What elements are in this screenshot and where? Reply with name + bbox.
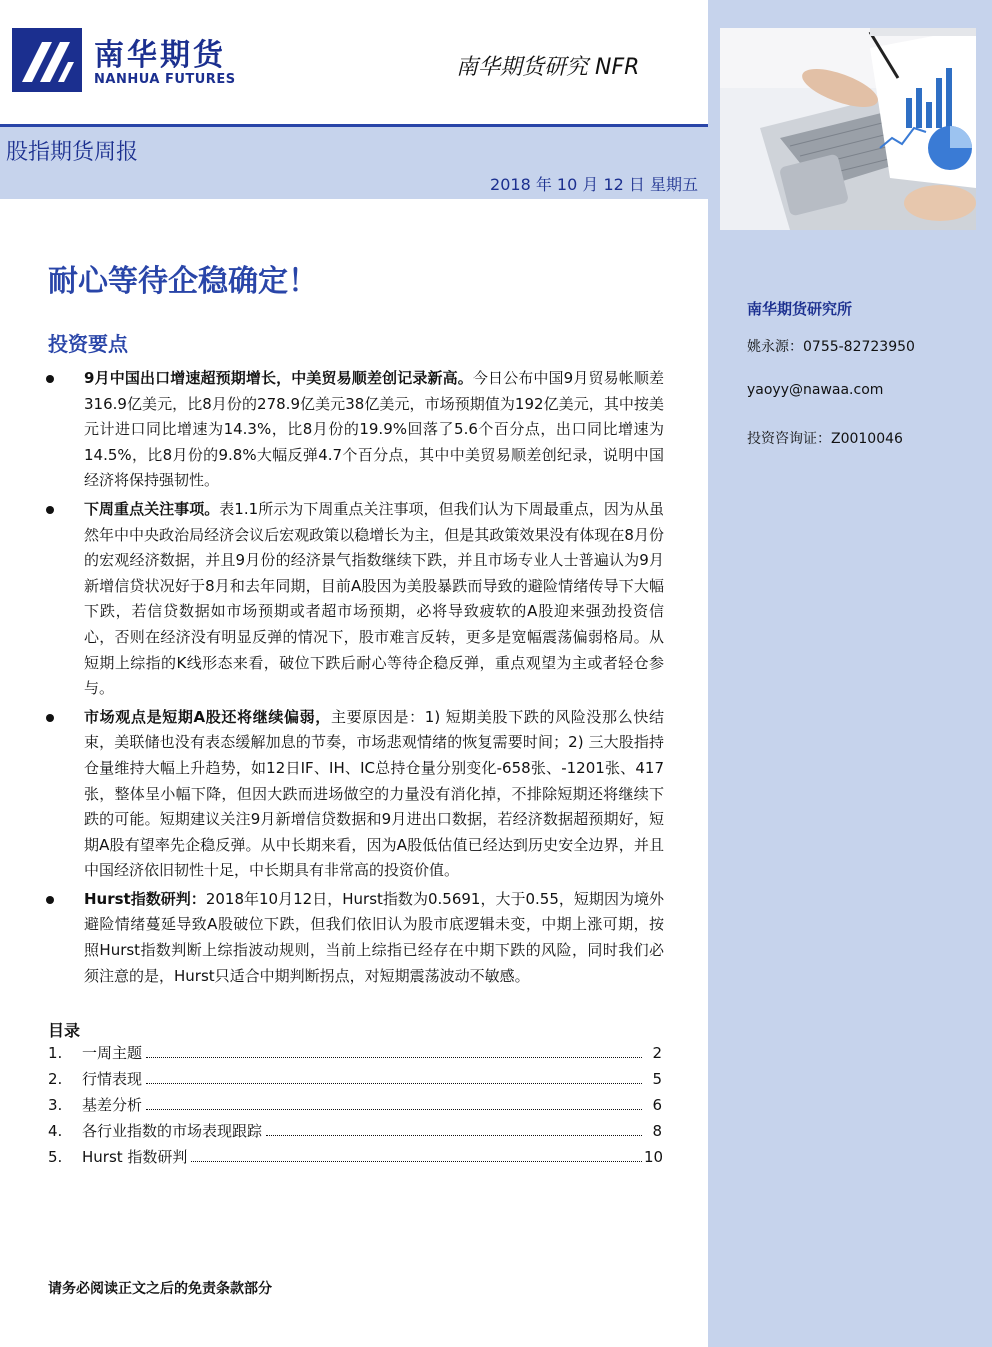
bullet-lead: 市场观点是短期A股还将继续偏弱， (84, 707, 331, 726)
toc-label: 一周主题 (82, 1044, 143, 1062)
bullet-icon (46, 714, 54, 722)
toc-leader (146, 1057, 642, 1058)
toc-item[interactable] (48, 1120, 662, 1146)
toc-page: 8 (652, 1122, 662, 1140)
logo-text-cn: 南华期货 (94, 38, 226, 73)
toc-item[interactable] (48, 1068, 662, 1094)
toc-number: 4. (48, 1122, 63, 1140)
toc-page: 5 (652, 1070, 662, 1088)
bullet-lead: 下周重点关注事项。 (84, 499, 220, 518)
toc-number: 2. (48, 1070, 63, 1088)
bullet-text: 2018年10月12日，Hurst指数为0.5691，大于0.55，短期因为境外避险情绪蔓延导致A股破位下跌，但我们依旧认为股市底逻辑未变，中期上涨可期，按照Hurst指数判断上综指波动规则，当前上综指已经存在中期下跌的风险，同时我们必须注意的是，Hurst只适合中期判断拐点，对短期震荡波动不敏感。 (84, 889, 664, 985)
toc-leader (191, 1161, 642, 1162)
table-of-contents (48, 1042, 662, 1172)
bullet-text: 主要原因是：1) 短期美股下跌的风险没那么快结束，美联储也没有表态缓解加息的节奏，市场悲观情绪的恢复需要时间；2) 三大股指持仓量维持大幅上升趋势，如12日IF、IH、IC总持仓量分别变化-658张、-1201张、417张，整体呈小幅下降，但因大跌而进场做空的力量没有消化掉，不排除短期还将继续下跌的可能。短期建议关注9月新增信贷数据和9月进出口数据，若经济数据超预期好，短期A股有望率先企稳反弹。从中长期来看，因为A股低估值已经达到历史安全边界，并且中国经济依旧韧性十足，中长期具有非常高的投资价值。 (84, 707, 664, 880)
toc-number: 3. (48, 1096, 63, 1114)
toc-title: 目录 (48, 1021, 81, 1040)
bullet-icon (46, 896, 54, 904)
toc-item[interactable] (48, 1042, 662, 1068)
logo-text-en: NANHUA FUTURES (94, 72, 236, 87)
toc-label: 基差分析 (82, 1096, 143, 1114)
list-item (0, 887, 664, 989)
toc-number: 1. (48, 1044, 63, 1062)
toc-label: 行情表现 (82, 1070, 143, 1088)
nanhua-logo-icon (12, 28, 82, 92)
list-item (0, 497, 664, 702)
toc-number: 5. (48, 1148, 63, 1166)
report-bar (0, 127, 708, 199)
page-title: 耐心等待企稳确定！ (48, 264, 318, 299)
report-date: 2018 年 10 月 12 日 星期五 (490, 175, 698, 194)
toc-page: 2 (652, 1044, 662, 1062)
list-item (0, 705, 664, 884)
toc-label: 各行业指数的市场表现跟踪 (82, 1122, 263, 1140)
toc-item[interactable] (48, 1094, 662, 1120)
disclaimer: 请务必阅读正文之后的免责条款部分 (48, 1281, 272, 1297)
license-number: 投资咨询证：Z0010046 (747, 431, 903, 447)
section-title: 投资要点 (48, 332, 128, 356)
bullet-icon (46, 375, 54, 383)
bullet-lead: 9月中国出口增速超预期增长，中美贸易顺差创记录新高。 (84, 369, 473, 387)
cover-photo-illustration (720, 28, 976, 230)
toc-leader (146, 1083, 642, 1084)
bullet-text: 表1.1所示为下周重点关注事项，但我们认为下周最重点，因为从虽然年中中央政治局经济会议后宏观政策以稳增长为主，但是其政策效果没有体现在8月份的宏观经济数据，并且9月份的经济景气指数继续下跌，并且市场专业人士普遍认为9月新增信贷状况好于8月和去年同期，目前A股因为美股暴跌而导致的避险情绪传导下大幅下跌，若信贷数据如市场预期或者超市场预期，必将导致疲软的A股迎来强劲投资信心，否则在经济没有明显反弹的情况下，股市难言反转，更多是宽幅震荡偏弱格局。从短期上综指的K线形态来看，破位下跌后耐心等待企稳反弹，重点观望为主或者轻仓参与。 (84, 499, 664, 698)
toc-page: 10 (644, 1148, 664, 1166)
bullet-text: 今日公布中国9月贸易帐顺差316.9亿美元，比8月份的278.9亿美元38亿美元，市场预期值为192亿美元，其中按美元计进口同比增速为14.3%，比8月份的19.9%回落了5.6个百分点，出口同比增速为14.5%，比8月份的9.8%大幅反弹4.7个百分点，其中中美贸易顺差创纪录，说明中国经济将保持强韧性。 (84, 369, 664, 490)
bullet-icon (46, 506, 54, 514)
report-type: 股指期货周报 (6, 140, 139, 165)
cover-photo (720, 28, 976, 230)
list-item (0, 366, 664, 494)
analyst-email[interactable]: yaoyy@nawaa.com (747, 382, 884, 398)
key-points-list (0, 366, 708, 992)
toc-label: Hurst 指数研判 (82, 1148, 188, 1166)
research-label: 南华期货研究 NFR (456, 55, 640, 80)
toc-leader (266, 1135, 642, 1136)
toc-item[interactable] (48, 1146, 662, 1172)
institute-name: 南华期货研究所 (747, 300, 853, 318)
toc-page: 6 (652, 1096, 662, 1114)
analyst-contact: 姚永源：0755-82723950 (747, 339, 915, 355)
bullet-lead: Hurst指数研判： (84, 889, 206, 908)
toc-leader (146, 1109, 642, 1110)
